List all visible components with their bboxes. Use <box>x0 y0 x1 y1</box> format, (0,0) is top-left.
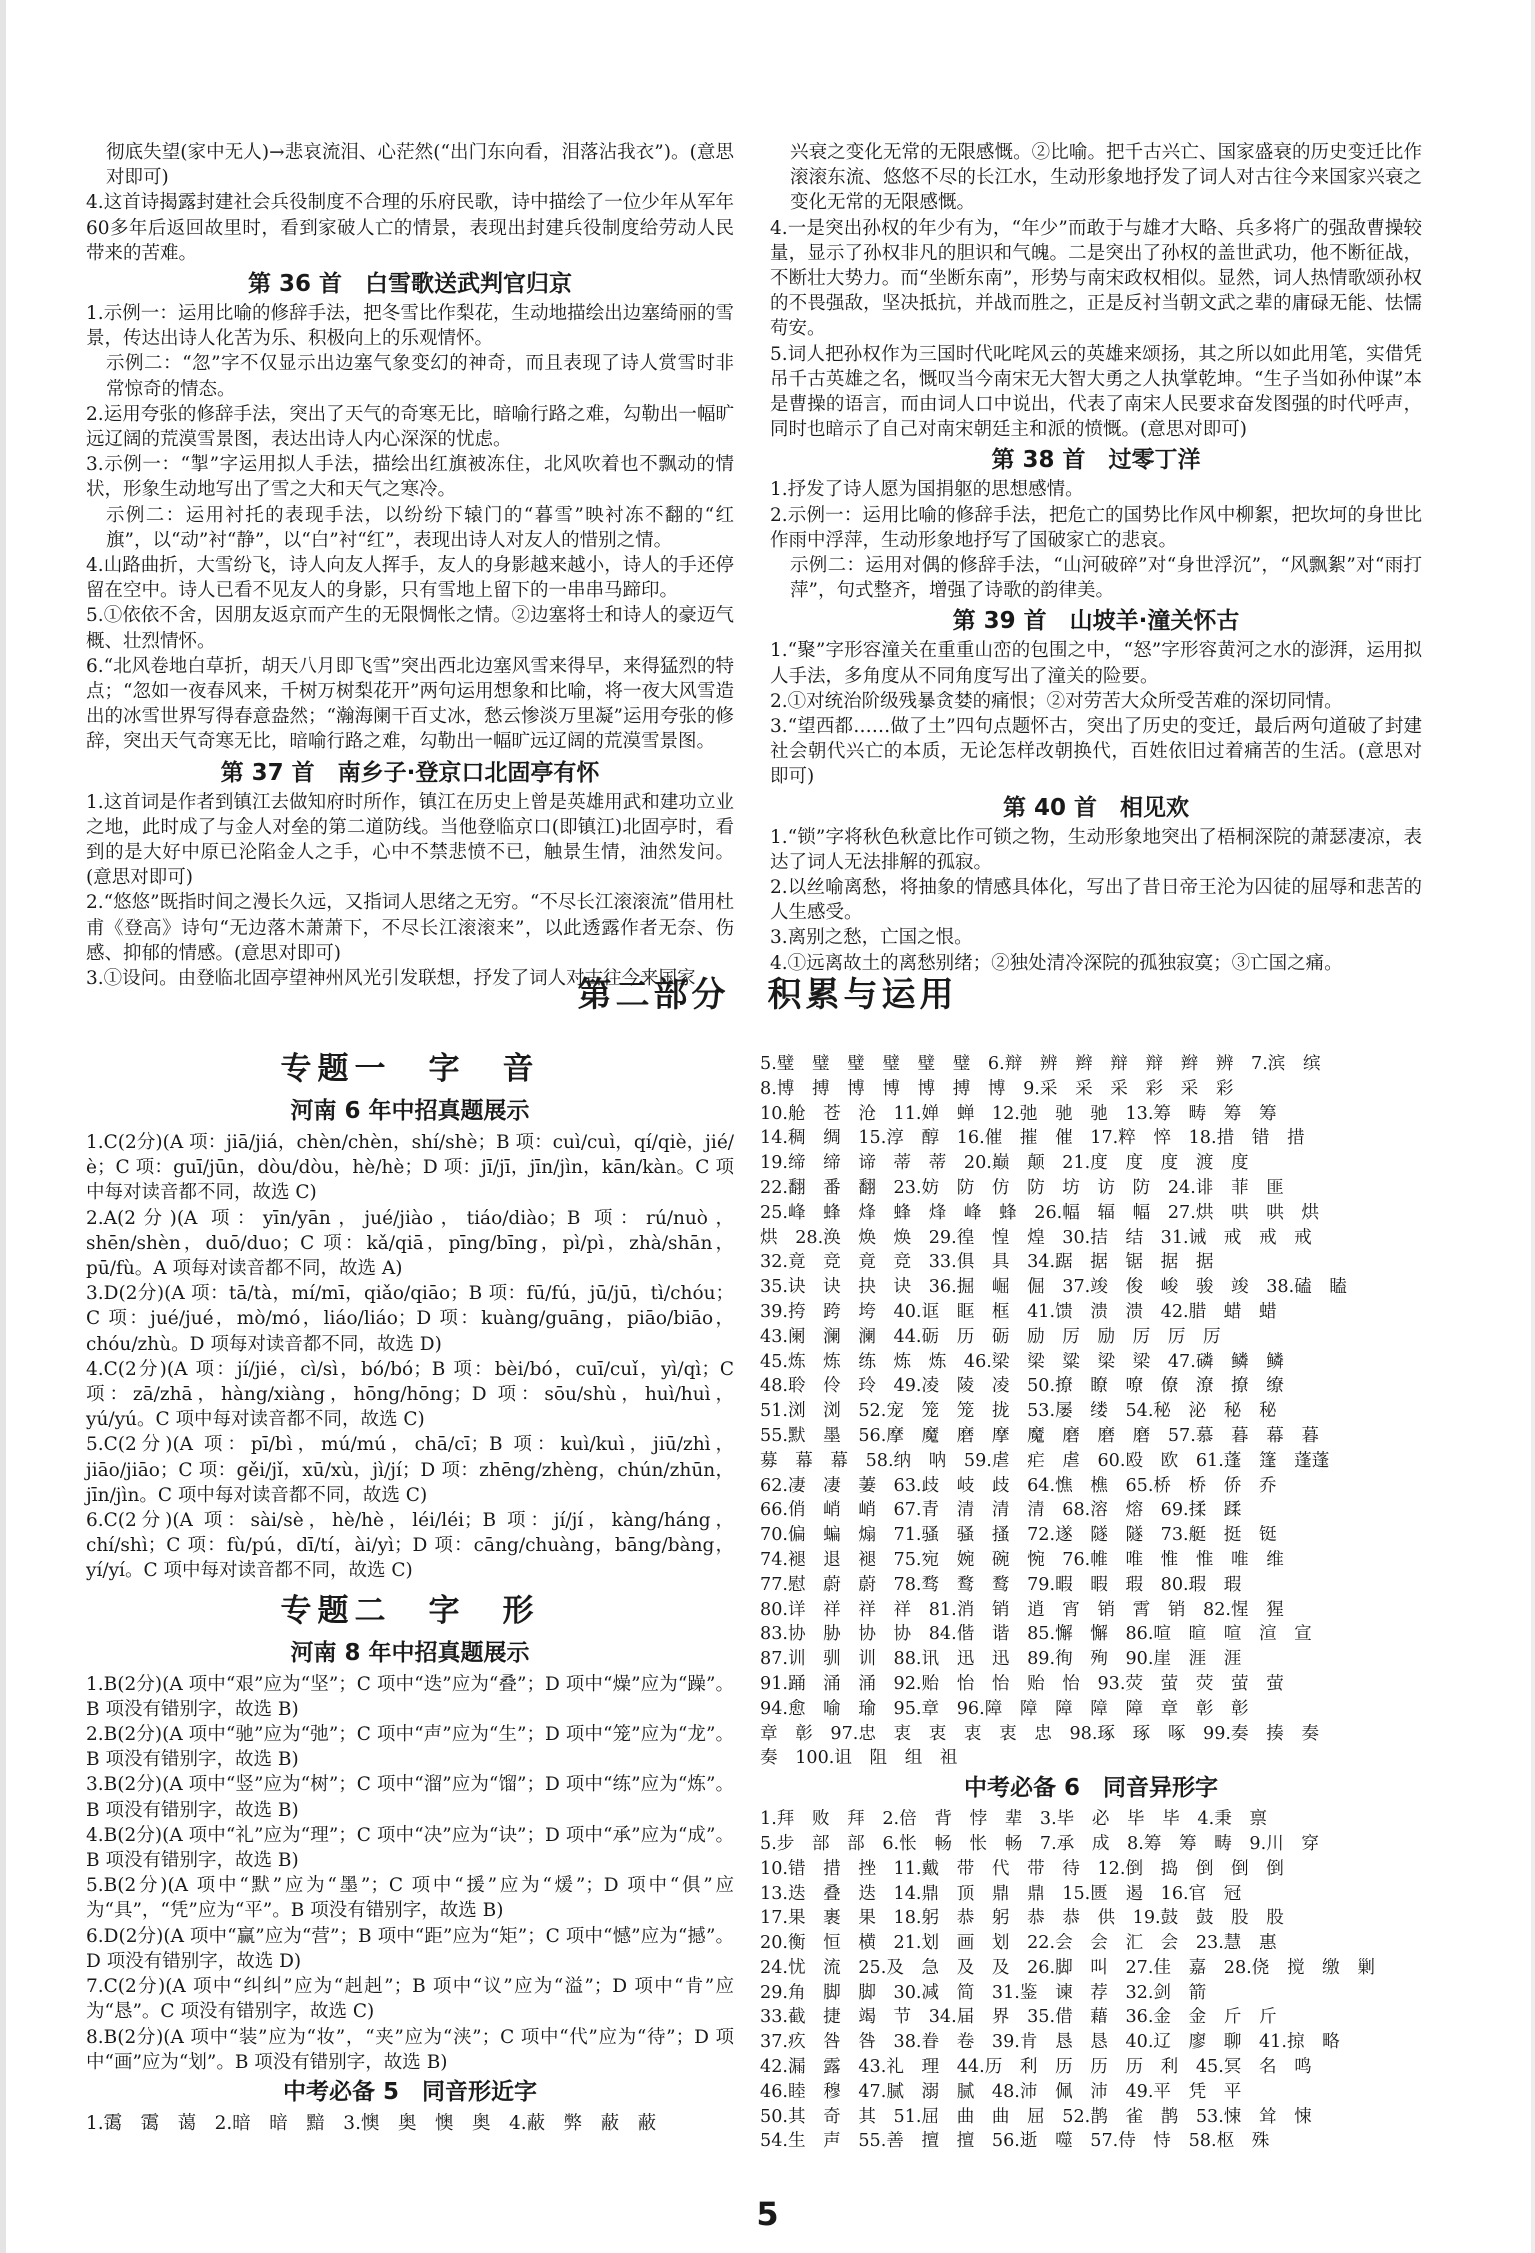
word-row: 39.挎 跨 垮 40.诓 眶 框 41.馈 溃 溃 42.腊 蜡 蜡 <box>760 1301 1277 1322</box>
word-row: 77.慰 蔚 蔚 78.骛 鹜 鹜 79.暇 暇 瑕 80.瑕 瑕 <box>760 1574 1242 1595</box>
word-row: 14.稠 绸 15.淳 醇 16.催 摧 催 17.粹 悴 18.措 错 措 <box>760 1128 1305 1149</box>
answer-line: 1.B(2分)(A 项中“艰”应为“坚”；C 项中“迭”应为“叠”；D 项中“燥”应为“躁”。B 项没有错别字，故选 B) <box>86 1673 734 1720</box>
answer-line: 3.示例一：“掣”字运用拟人手法，描绘出红旗被冻住，北风吹着也不飘动的情状，形象生动地写出了雪之大和天气之寒冷。 <box>86 454 734 501</box>
word-row: 54.生 声 55.善 擅 擅 56.逝 噬 57.侍 恃 58.枢 殊 <box>760 2131 1270 2152</box>
exam-subheading-6yr: 河南 6 年中招真题展示 <box>290 1098 530 1124</box>
word-row: 51.浏 浏 52.宠 笼 笼 拢 53.屡 缕 54.秘 泌 秘 秘 <box>760 1401 1277 1422</box>
bottom-right-column <box>760 1052 1422 2154</box>
page-scan-edge <box>0 0 6 2253</box>
answer-line: 3.①设问。由登临北固亭望神州风光引发联想，抒发了词人对古往今来国家 <box>86 968 696 990</box>
word-row: 29.角 脚 脚 30.减 简 31.鉴 谏 荐 32.剑 箭 <box>760 1982 1207 2003</box>
answer-line: 8.B(2分)(A 项中“装”应为“妆”，“夹”应为“浃”；C 项中“代”应为“待”；D 项中“画”应为“划”。B 项没有错别字，故选 B) <box>86 2026 734 2073</box>
answer-line: 4.C(2分)(A 项：jí/jié，cì/sì，bó/bó；B 项：bèi/bó，cuī/cuǐ，yì/qì；C 项：zā/zhā，hàng/xiàng，hōng/hōng；D 项：sōu/shù，huì/huì，yú/yú。C 项中每对读音都不同，故选 C) <box>86 1358 734 1431</box>
word-row: 66.俏 峭 峭 67.青 清 清 清 68.溶 熔 69.揉 蹂 <box>760 1500 1242 1521</box>
top-right-column <box>770 140 1422 976</box>
answer-line: 2.①对统治阶级残暴贪婪的痛恨；②对劳苦大众所受苦难的深切同情。 <box>770 690 1343 712</box>
answer-line: 示例二：“忽”字不仅显示出边塞气象变幻的神奇，而且表现了诗人赏雪时非常惊奇的情态。 <box>106 353 734 400</box>
bibei6-list <box>760 1807 1422 2154</box>
answer-line: 7.C(2分)(A 项中“纠纠”应为“赳赳”；B 项中“议”应为“溢”；D 项中“肯”应为“恳”。C 项没有错别字，故选 C) <box>86 1976 734 2023</box>
word-row: 46.睦 穆 47.腻 溺 腻 48.沛 佩 沛 49.平 凭 平 <box>760 2081 1242 2102</box>
answer-line: 6.C(2分)(A 项：sài/sè，hè/hè，léi/léi；B 项：jí/jí，kàng/háng，chí/shì；C 项：fù/pú，dī/tí，ài/yì；D 项：cāng/chuàng，bāng/bàng，yí/yí。C 项中每对读音都不同，故选 C) <box>86 1510 734 1582</box>
word-row: 1.拜 败 拜 2.倍 背 悖 辈 3.毕 必 毕 毕 4.秉 禀 <box>760 1809 1267 1830</box>
answer-line: 彻底失望(家中无人)→悲哀流泪、心茫然(“出门东向看，泪落沾我衣”)。(意思对即可) <box>106 142 734 189</box>
answer-line: 4.①远离故土的离愁别绪；②独处清冷深院的孤独寂寞；③亡国之痛。 <box>770 952 1343 974</box>
answer-line: 3.“望西都……做了土”四句点题怀古，突出了历史的变迁，最后两句道破了封建社会朝代兴亡的本质，无论怎样改朝换代，百姓依旧过着痛苦的生活。(意思对即可) <box>770 716 1422 788</box>
bibei5-heading: 中考必备 5 同音形近字 <box>282 2078 537 2105</box>
answer-line: 5.C(2分)(A 项：pī/bì，mú/mú，chā/cī；B 项：kuì/kuì，jiū/zhì，jiāo/jiāo；C 项：gěi/jǐ，xū/xù，jì/jí；D 项：zhēng/zhèng，chún/zhūn，jīn/jìn。C 项中每对读音都不同，故选 C) <box>86 1434 734 1506</box>
bottom-left-column <box>86 1042 734 2136</box>
part-title: 第二部分 积累与运用 <box>577 975 958 1015</box>
word-row: 20.衡 恒 横 21.划 画 划 22.会 会 汇 会 23.慧 惠 <box>760 1933 1277 1954</box>
answer-line: 6.“北风卷地白草折，胡天八月即飞雪”突出西北边塞风雪来得早，来得猛烈的特点；“忽如一夜春风来，千树万树梨花开”两句运用想象和比喻，将一夜大风雪造出的冰雪世界写得春意盎然；“瀚海阑干百丈冰，愁云惨淡万里凝”运用夸张的修辞，突出天气奇寒无比，暗喻行路之难，勾勒出一幅旷远辽阔的荒漠雪景图。 <box>86 655 734 753</box>
word-row: 5.步 部 部 6.怅 畅 怅 畅 7.承 成 8.筹 筹 畴 9.川 穿 <box>760 1833 1319 1854</box>
answer-line: 1.抒发了诗人愿为国捐躯的思想感情。 <box>770 479 1084 501</box>
bibei5-list <box>760 1052 1422 1771</box>
word-row: 74.褪 退 褪 75.宛 婉 碗 惋 76.帷 唯 惟 惟 唯 维 <box>760 1549 1284 1570</box>
word-row: 17.果 裹 果 18.躬 恭 躬 恭 恭 供 19.鼓 鼓 股 股 <box>760 1908 1284 1929</box>
poem-heading-40: 第 40 首 相见欢 <box>1002 794 1190 821</box>
exam-subheading-8yr: 河南 8 年中招真题展示 <box>290 1639 530 1666</box>
word-row: 5.璧 璧 璧 璧 璧 璧 6.辩 辨 辫 辩 辩 辫 辨 7.滨 缤 <box>760 1054 1321 1074</box>
word-row: 32.竟 竞 竟 竞 33.俱 具 34.踞 据 锯 据 据 <box>760 1252 1214 1273</box>
answer-line: 4.山路曲折，大雪纷飞，诗人向友人挥手，友人的身影越来越小，诗人的手还停留在空中。诗人已看不见友人的身影，只有雪地上留下的一串串马蹄印。 <box>86 555 734 602</box>
word-row: 91.踊 涌 涌 92.贻 怡 怡 贻 怡 93.荧 萤 荧 萤 萤 <box>760 1673 1284 1694</box>
word-row: 烘 28.涣 焕 焕 29.徨 惶 煌 30.拮 结 31.诫 戒 戒 戒 <box>760 1227 1312 1248</box>
word-row: 33.截 捷 竭 节 34.届 界 35.借 藉 36.金 金 斤 斤 <box>760 2007 1277 2028</box>
word-row: 奏 100.诅 阻 组 祖 <box>760 1748 958 1769</box>
answer-line: 1.“锁”字将秋色秋意比作可锁之物，生动形象地突出了梧桐深院的萧瑟凄凉，表达了词人无法排解的孤寂。 <box>770 826 1422 873</box>
answer-line: 2.“悠悠”既指时间之漫长久远，又指词人思绪之无穷。“不尽长江滚滚流”借用杜甫《登高》诗句“无边落木萧萧下，不尽长江滚滚来”，以此透露作者无奈、伤感、抑郁的情感。(意思对即可) <box>86 892 734 964</box>
word-row: 8.博 搏 博 博 博 搏 博 9.采 采 采 彩 采 彩 <box>760 1078 1234 1099</box>
answer-line: 示例二：运用对偶的修辞手法，“山河破碎”对“身世浮沉”，“风飘絮”对“雨打萍”，句式整齐，增强了诗歌的韵律美。 <box>790 555 1422 602</box>
word-row: 43.阑 澜 澜 44.砺 历 砺 励 厉 励 厉 厉 厉 <box>760 1326 1221 1347</box>
answer-line: 3.离别之愁，亡国之恨。 <box>770 927 973 949</box>
poem-heading-39: 第 39 首 山坡羊·潼关怀古 <box>952 608 1240 635</box>
word-row: 83.协 胁 协 协 84.偕 谐 85.懈 懈 86.喧 暄 喧 渲 宣 <box>760 1624 1312 1645</box>
answer-line: 5.B(2分)(A 项中“默”应为“墨”；C 项中“援”应为“煖”；D 项中“俱”应为“具”，“凭”应为“平”。B 项没有错别字，故选 B) <box>86 1875 734 1922</box>
answer-line: 4.B(2分)(A 项中“礼”应为“理”；C 项中“决”应为“诀”；D 项中“承”应为“成”。B 项没有错别字，故选 B) <box>86 1824 734 1872</box>
answer-line: 兴衰之变化无常的无限感慨。②比喻。把千古兴亡、国家盛衰的历史变迁比作滚滚东流、悠悠不尽的长江水，生动形象地抒发了词人对古往今来国家兴衰之变化无常的无限感慨。 <box>790 142 1422 214</box>
top-left-column <box>86 140 734 991</box>
word-row: 87.训 驯 训 88.讯 迅 迅 89.徇 殉 90.崖 涯 涯 <box>760 1649 1242 1670</box>
word-row: 55.默 墨 56.摩 魔 磨 摩 魔 磨 磨 磨 57.慕 暮 幕 暮 <box>760 1425 1319 1446</box>
word-row: 94.愈 喻 瑜 95.章 96.障 障 障 障 障 章 彰 彰 <box>760 1698 1249 1719</box>
word-row: 24.忧 流 25.及 急 及 及 26.脚 叫 27.佳 嘉 28.侥 搅 缴 剿 <box>760 1957 1375 1978</box>
topic-heading-pronunciation: 专题一 字 音 <box>280 1051 540 1087</box>
word-row: 45.炼 炼 练 炼 炼 46.梁 梁 粱 梁 梁 47.磷 鳞 鳞 <box>760 1351 1284 1372</box>
answer-line: 1.这首词是作者到镇江去做知府时所作，镇江在历史上曾是英雄用武和建功立业之地，此时成了与金人对垒的第二道防线。当他登临京口(即镇江)北固亭时，看到的是大好中原已沦陷金人之手，心中不禁悲愤不已，触景生情，油然发问。(意思对即可) <box>86 791 734 889</box>
word-row: 13.迭 叠 迭 14.鼎 顶 鼎 鼎 15.匮 遏 16.官 冠 <box>760 1883 1242 1904</box>
word-row: 25.峰 蜂 烽 蜂 烽 峰 蜂 26.幅 辐 幅 27.烘 哄 哄 烘 <box>760 1202 1319 1223</box>
poem-heading-38: 第 38 首 过零丁洋 <box>991 447 1201 474</box>
word-row: 37.疚 咎 咎 38.眷 卷 39.肯 恳 恳 40.辽 廖 聊 41.掠 略 <box>760 2032 1340 2053</box>
answer-line: 2.B(2分)(A 项中“驰”应为“弛”；C 项中“声”应为“生”；D 项中“笼”应为“龙”。B 项没有错别字，故选 B) <box>86 1724 734 1771</box>
word-row: 10.错 措 挫 11.戴 带 代 带 待 12.倒 捣 倒 倒 倒 <box>760 1858 1284 1879</box>
answer-line: 5.词人把孙权作为三国时代叱咤风云的英雄来颂扬，其之所以如此用笔，实借凭吊千古英雄之名，慨叹当今南宋无大智大勇之人执掌乾坤。“生子当如孙仲谋”本是曹操的语言，而由词人口中说出，代表了南宋人民要求奋发图强的时代呼声，同时也暗示了自己对南宋朝廷主和派的愤慨。(意思对即可) <box>770 343 1422 441</box>
answer-line: 4.这首诗揭露封建社会兵役制度不合理的乐府民歌，诗中描绘了一位少年从军年60多年后返回故里时，看到家破人亡的情景，表现出封建兵役制度给劳动人民带来的苦难。 <box>86 192 734 264</box>
poem-heading-36: 第 36 首 白雪歌送武判官归京 <box>247 271 573 298</box>
answer-line: 4.一是突出孙权的年少有为，“年少”而敢于与雄才大略、兵多将广的强敌曹操较量，显示了孙权非凡的胆识和气魄。二是突出了孙权的盖世武功，他不断征战，不断壮大势力。而“坐断东南”，形势与南宋政权相似。显然，词人热情歌颂孙权的不畏强敌，坚决抵抗，并战而胜之，正是反衬当朝文武之辈的庸碌无能、怯懦苟安。 <box>770 217 1422 340</box>
word-row: 22.翻 番 翻 23.妨 防 仿 防 坊 访 防 24.诽 菲 匪 <box>760 1177 1284 1198</box>
answer-line: 6.D(2分)(A 项中“赢”应为“营”；B 项中“距”应为“矩”；C 项中“憾”应为“撼”。D 项没有错别字，故选 D) <box>86 1925 734 1972</box>
word-row: 70.偏 蝙 煽 71.骚 骚 搔 72.遂 隧 隧 73.艇 挺 铤 <box>760 1525 1277 1546</box>
word-row: 42.漏 露 43.礼 理 44.历 利 历 历 历 利 45.冥 名 鸣 <box>760 2057 1312 2078</box>
answer-line: 1.示例一：运用比喻的修辞手法，把冬雪比作梨花，生动地描绘出边塞绮丽的雪景，传达出诗人化苦为乐、积极向上的乐观情怀。 <box>86 303 734 350</box>
answer-line: 示例二：运用衬托的表现手法，以纷纷下辕门的“暮雪”映衬冻不翻的“红旗”，以“动”衬“静”，以“白”衬“红”，表现出诗人对友人的惜别之情。 <box>106 504 734 551</box>
word-row: 48.聆 伶 玲 49.凌 陵 凌 50.撩 瞭 嘹 僚 潦 撩 缭 <box>760 1376 1284 1397</box>
poem-heading-37: 第 37 首 南乡子·登京口北固亭有怀 <box>220 759 600 786</box>
page-number: 5 <box>756 2195 779 2233</box>
answer-line: 5.①依依不舍，因朋友返京而产生的无限惆怅之情。②边塞将士和诗人的豪迈气概、壮烈情怀。 <box>86 605 734 652</box>
answer-line: 3.D(2分)(A 项：tā/tà，mí/mī，qiǎo/qiāo；B 项：fū/fú，jū/jū，tì/chóu；C 项：jué/jué，mò/mó，liáo/liáo；D 项：kuàng/guāng，piāo/biāo，chóu/zhù。D 项每对读音都不同，故选 D) <box>86 1283 734 1355</box>
answer-line: 2.以丝喻离愁，将抽象的情感具体化，写出了昔日帝王沦为囚徒的屈辱和悲苦的人生感受。 <box>770 877 1422 924</box>
word-row: 35.诀 诀 抉 诀 36.掘 崛 倔 37.竣 俊 峻 骏 竣 38.磕 瞌 <box>760 1277 1347 1298</box>
topic-heading-glyph: 专题二 字 形 <box>280 1592 540 1629</box>
page-scan-edge-right <box>1531 0 1535 2253</box>
answer-line: 2.示例一：运用比喻的修辞手法，把危亡的国势比作风中柳絮，把坎坷的身世比作雨中浮萍，生动形象地抒写了国破家亡的悲哀。 <box>770 504 1422 551</box>
word-row: 募 幕 幕 58.纳 呐 59.虐 疟 虐 60.殴 欧 61.蓬 篷 蓬蓬 <box>760 1450 1330 1471</box>
word-row: 50.其 奇 其 51.屈 曲 曲 屈 52.鹊 雀 鹊 53.悚 耸 悚 <box>760 2106 1312 2127</box>
bibei6-heading: 中考必备 6 同音异形字 <box>963 1775 1218 1802</box>
answer-line: 1.C(2分)(A 项：jiā/jiá，chèn/chèn，shí/shè；B 项：cuì/cuì，qí/qiè，jié/è；C 项：guī/jūn，dòu/dòu，hè/hè；D 项：jī/jī，jīn/jìn，kān/kàn。C 项中每对读音都不同，故选 C) <box>86 1132 734 1204</box>
answer-line: 2.运用夸张的修辞手法，突出了天气的奇寒无比，暗喻行路之难，勾勒出一幅旷远辽阔的荒漠雪景图，表达出诗人内心深深的忧虑。 <box>86 403 734 451</box>
answer-line: 3.B(2分)(A 项中“竖”应为“树”；C 项中“溜”应为“馏”；D 项中“练”应为“炼”。B 项没有错别字，故选 B) <box>86 1774 734 1821</box>
answer-line: 2.A(2分)(A 项：yīn/yān，jué/jiào，tiáo/diào；B 项：rú/nuò，shēn/shèn，duō/duo；C 项：kǎ/qiā，pīng/bīng，pì/pì，zhà/shān，pū/fù。A 项每对读音都不同，故选 A) <box>86 1207 734 1280</box>
answer-line: 1.霭 霭 蔼 2.暗 暗 黯 3.懊 奥 懊 奥 4.蔽 弊 蔽 蔽 <box>86 2112 657 2134</box>
word-row: 80.详 祥 祥 祥 81.消 销 逍 宵 销 霄 销 82.惺 猩 <box>760 1599 1284 1620</box>
word-row: 19.缔 缔 谛 蒂 蒂 20.巅 颠 21.度 度 度 渡 度 <box>760 1153 1249 1174</box>
word-row: 章 彰 97.忠 衷 衷 衷 衷 忠 98.琢 琢 啄 99.奏 揍 奏 <box>760 1723 1319 1744</box>
answer-line: 1.“聚”字形容潼关在重重山峦的包围之中，“怒”字形容黄河之水的澎湃，运用拟人手法，多角度从不同角度写出了潼关的险要。 <box>770 640 1422 687</box>
word-row: 62.凄 凄 萋 63.歧 岐 歧 64.憔 樵 65.桥 桥 侨 乔 <box>760 1475 1277 1496</box>
word-row: 10.舱 苍 沧 11.婵 蝉 12.弛 驰 驰 13.筹 畴 筹 筹 <box>760 1103 1277 1124</box>
